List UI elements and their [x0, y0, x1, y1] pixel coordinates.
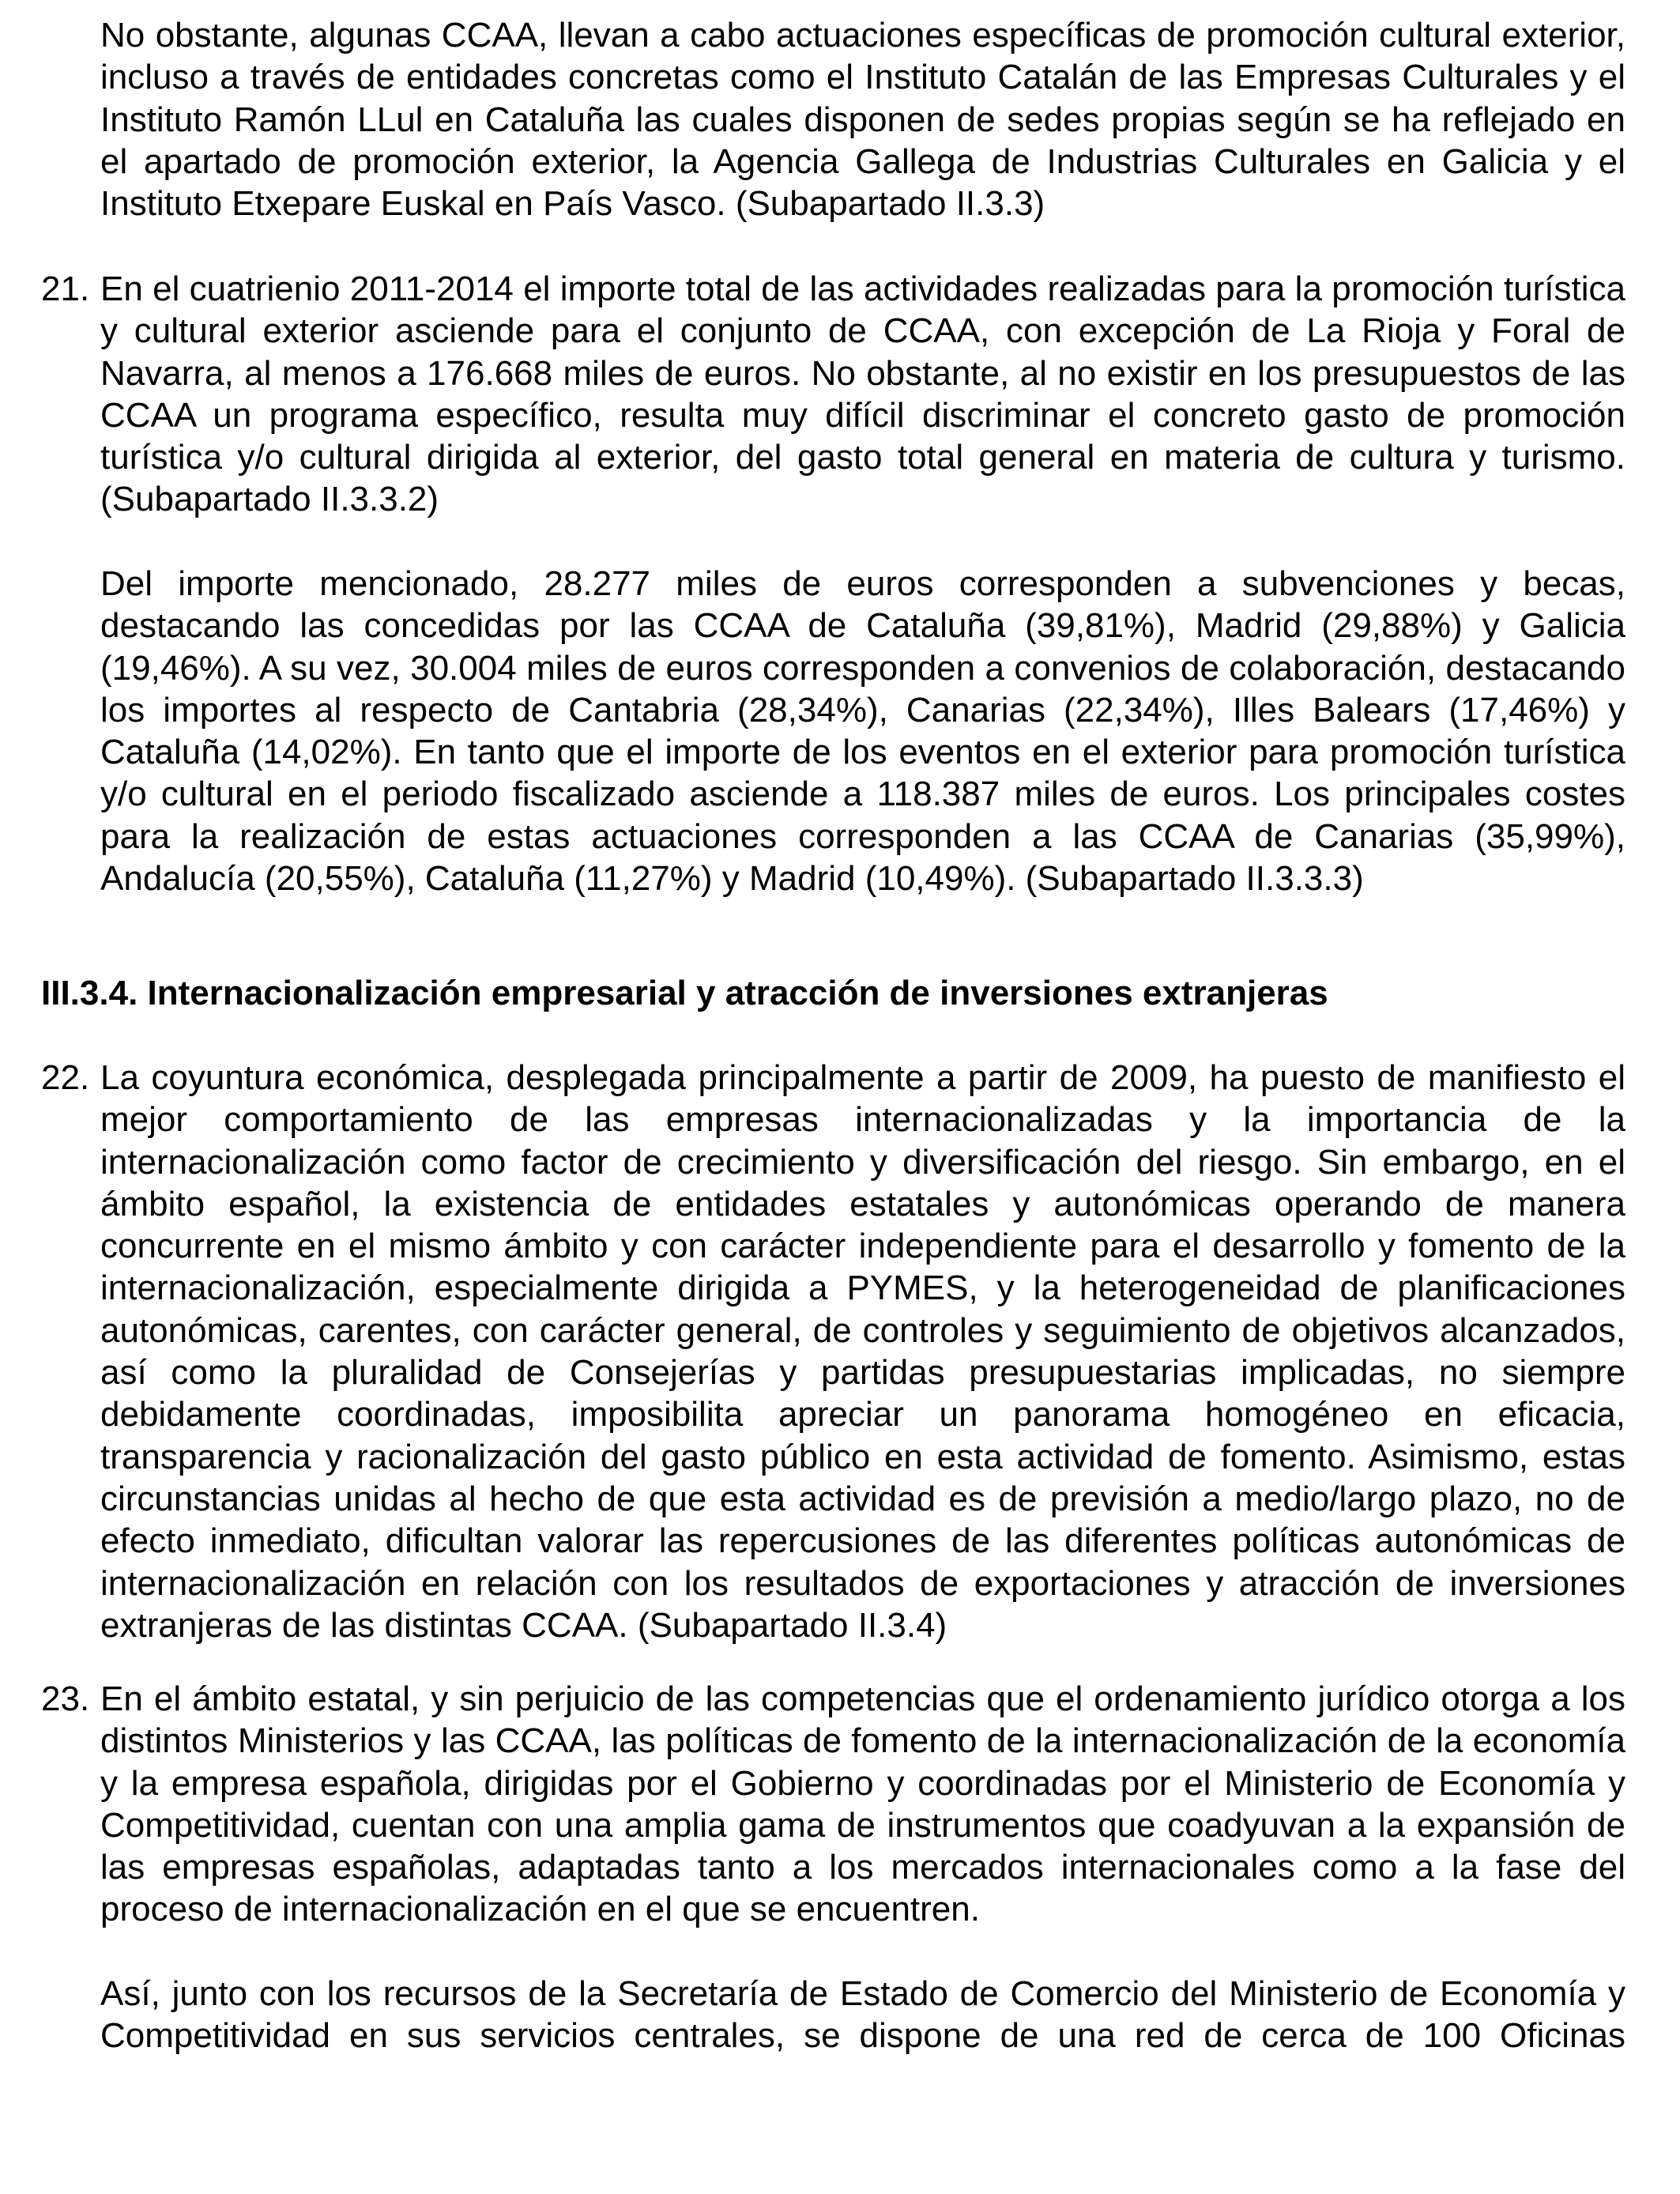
paragraph-23: En el ámbito estatal, y sin perjuicio de las competencias que el ordenamiento jurídico otorga a los distintos Ministerios y las CCAA, las políticas de fomento de la internacionalización de la economía y la empresa española, dirigidas por el Gobierno y coordinadas por el Ministerio de Economía y Competitividad, cuentan con una amplia gama de instrumentos que coadyuvan a la expansión de las empresas españolas, adaptadas tanto a los mercados internacionales como a la fase del proceso de internacionalización en el que se encuentren.	[100, 1679, 1625, 1929]
paragraph-intro: No obstante, algunas CCAA, llevan a cabo actuaciones específicas de promoción cultural exterior, incluso a través de entidades concretas como el Instituto Catalán de las Empresas Culturales y el Instituto Ramón LLul en Cataluña las cuales disponen de sedes propias según se ha reflejado en el apartado de promoción exterior, la Agencia Gallega de Industrias Culturales en Galicia y el Instituto Etxepare Euskal en País Vasco. (Subapartado II.3.3)	[100, 16, 1625, 224]
section-heading: III.3.4. Internacionalización empresarial y atracción de inversiones extranjeras	[41, 974, 1328, 1012]
paragraph-21: En el cuatrienio 2011-2014 el importe total de las actividades realizadas para la promoción turística y cultural exterior asciende para el conjunto de CCAA, con excepción de La Rioja y Foral de Navarra, al menos a 176.668 miles de euros. No obstante, al no existir en los presupuestos de las CCAA un programa específico, resulta muy difícil discriminar el concreto gasto de promoción turística y/o cultural dirigida al exterior, del gasto total general en materia de cultura y turismo. (Subapartado II.3.3.2)	[100, 270, 1625, 519]
paragraph-23-continued: Así, junto con los recursos de la Secretaría de Estado de Comercio del Ministerio de Economía y Competitividad en sus servicios centrales, se dispone de una red de cerca de 100 Oficinas	[100, 1974, 1625, 2056]
item-number-22: 22.	[41, 1058, 90, 1097]
paragraph-21-continued: Del importe mencionado, 28.277 miles de euros corresponden a subvenciones y becas, destacando las concedidas por las CCAA de Cataluña (39,81%), Madrid (29,88%) y Galicia (19,46%). A su vez, 30.004 miles de euros corresponden a convenios de colaboración, destacando los importes al respecto de Cantabria (28,34%), Canarias (22,34%), Illes Balears (17,46%) y Cataluña (14,02%). En tanto que el importe de los eventos en el exterior para promoción turística y/o cultural en el periodo fiscalizado asciende a 118.387 miles de euros. Los principales costes para la realización de estas actuaciones corresponden a las CCAA de Canarias (35,99%), Andalucía (20,55%), Cataluña (11,27%) y Madrid (10,49%). (Subapartado II.3.3.3)	[100, 564, 1625, 899]
item-number-23: 23.	[41, 1679, 90, 1718]
item-number-21: 21.	[41, 270, 90, 308]
paragraph-22: La coyuntura económica, desplegada principalmente a partir de 2009, ha puesto de manifiesto el mejor comportamiento de las empresas internacionalizadas y la importancia de la internacionalización como factor de crecimiento y diversificación del riesgo. Sin embargo, en el ámbito español, la existencia de entidades estatales y autonómicas operando de manera concurrente en el mismo ámbito y con carácter independiente para el desarrollo y fomento de la internacionalización, especialmente dirigida a PYMES, y la heterogeneidad de planificaciones autonómicas, carentes, con carácter general, de controles y seguimiento de objetivos alcanzados, así como la pluralidad de Consejerías y partidas presupuestarias implicadas, no siempre debidamente coordinadas, imposibilita apreciar un panorama homogéneo en eficacia, transparencia y racionalización del gasto público en esta actividad de fomento. Asimismo, estas circunstancias unidas al hecho de que esta actividad es de previsión a medio/largo plazo, no de efecto inmediato, dificultan valorar las repercusiones de las diferentes políticas autonómicas de internacionalización en relación con los resultados de exportaciones y atracción de inversiones extranjeras de las distintas CCAA. (Subapartado II.3.4)	[100, 1058, 1625, 1645]
